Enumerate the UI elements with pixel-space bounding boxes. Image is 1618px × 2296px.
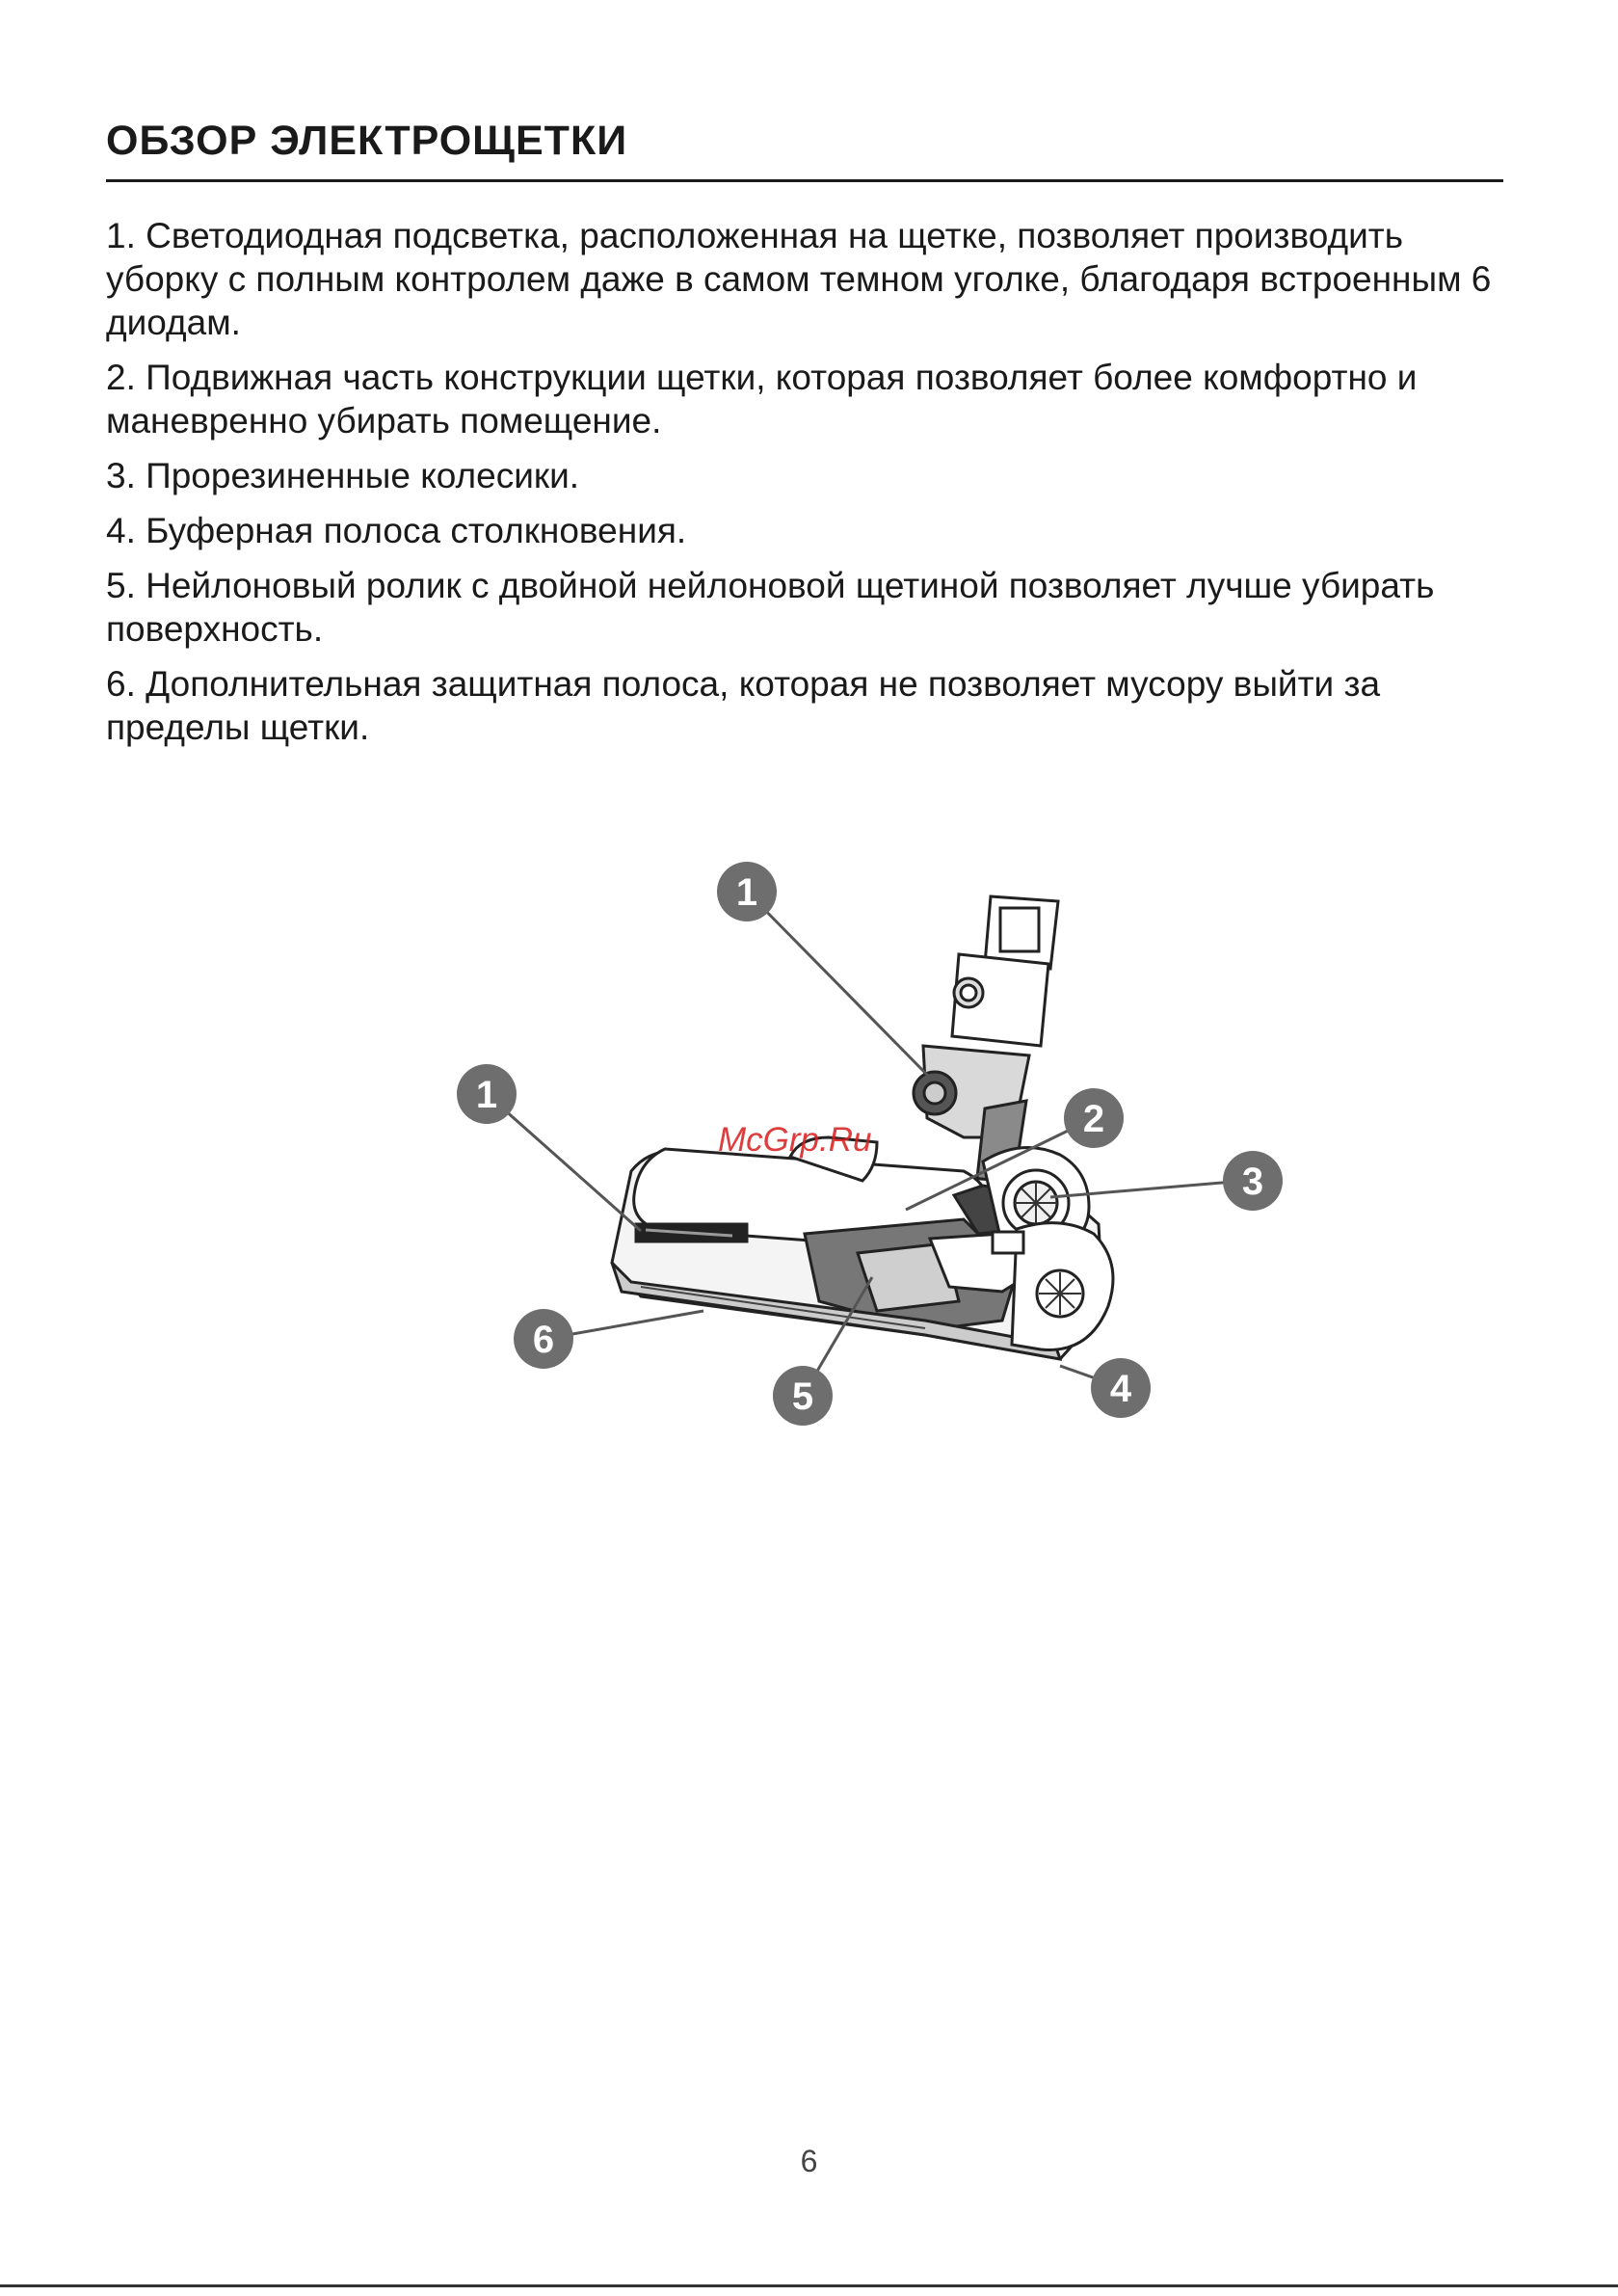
feature-item-2: 2. Подвижная часть конструкции щетки, которая позволяет более комфортно и маневренно убирать помещение. xyxy=(106,358,1418,441)
callout-label: 4 xyxy=(1109,1368,1132,1410)
callout-2 xyxy=(1064,1088,1124,1148)
callout-label: 1 xyxy=(735,871,758,914)
callout-1-left xyxy=(457,1064,517,1124)
title-underline xyxy=(106,179,1503,182)
callout-label: 3 xyxy=(1241,1161,1264,1203)
callout-label: 1 xyxy=(475,1074,498,1116)
feature-item-5: 5. Нейлоновый ролик с двойной нейлоновой щетиной позволяет лучше убирать поверхность. xyxy=(106,566,1435,649)
callout-label: 5 xyxy=(791,1375,814,1418)
callout-1-top xyxy=(717,862,777,921)
feature-item-4: 4. Буферная полоса столкновения. xyxy=(106,511,687,550)
watermark: McGrp.Ru xyxy=(718,1121,872,1159)
bottom-rule xyxy=(0,2284,1618,2287)
feature-item-1: 1. Светодиодная подсветка, расположенная на щетке, позволяет производить уборку с полным контролем даже в самом темном уголке, благодаря встроенным 6 диодам. xyxy=(106,216,1492,342)
callout-label: 6 xyxy=(532,1319,555,1361)
page-title: ОБЗОР ЭЛЕКТРОЩЕТКИ xyxy=(106,118,628,164)
callout-3 xyxy=(1223,1151,1283,1211)
callout-4 xyxy=(1091,1358,1151,1418)
callout-label: 2 xyxy=(1082,1098,1105,1140)
feature-item-3: 3. Прорезиненные колесики. xyxy=(106,456,580,495)
feature-list xyxy=(106,214,1513,761)
callout-5 xyxy=(773,1366,833,1426)
page-number: 6 xyxy=(800,2144,818,2178)
callout-6 xyxy=(514,1309,573,1369)
feature-item-6: 6. Дополнительная защитная полоса, которая не позволяет мусору выйти за пределы щетки. xyxy=(106,664,1381,747)
